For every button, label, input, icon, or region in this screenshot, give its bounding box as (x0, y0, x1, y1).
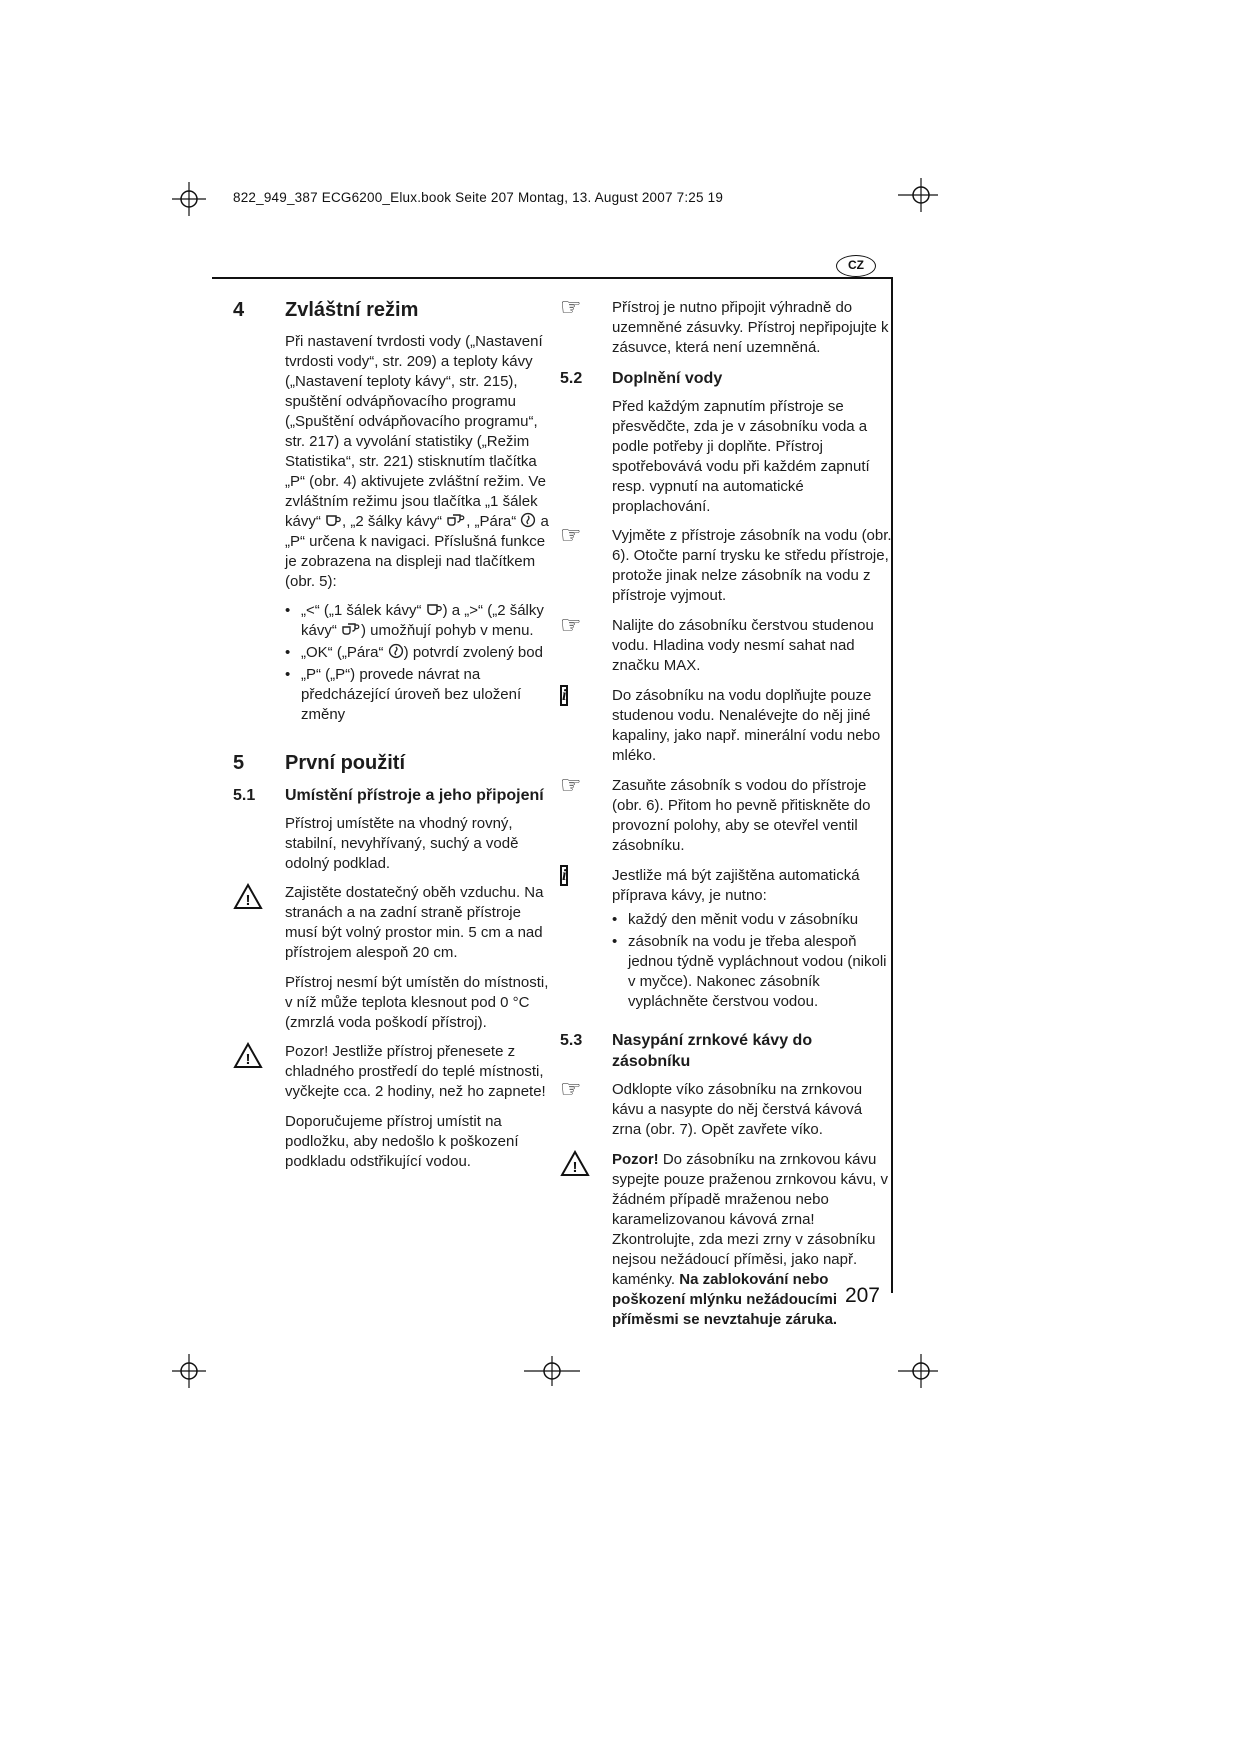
hand-marker (560, 772, 612, 856)
steam-icon (388, 643, 404, 659)
hand-note-text: Nalijte do zásobníku čerstvou studenou vodu. Hladina vody nesmí sahat nad značku MAX. (612, 617, 874, 674)
bullet-text (301, 601, 551, 641)
info-note-block (560, 686, 892, 766)
svg-text:!: ! (245, 892, 251, 909)
bullet-dot: • (612, 911, 618, 928)
pointing-hand-icon: ☞ (560, 522, 582, 549)
registration-mark-top-right (898, 178, 938, 212)
registration-mark-bottom-right (898, 1354, 938, 1388)
svg-text:!: ! (572, 1159, 578, 1176)
registration-mark-top-left (172, 182, 206, 216)
pointing-hand-icon: ☞ (560, 1076, 582, 1103)
warning-marker (233, 1042, 285, 1102)
section-5-1-paragraph-2: Přístroj nesmí být umístěn do místnosti, v níž může teplota klesnout pod 0 °C (zmrzlá voda poškodí přístroj). (285, 974, 549, 1031)
section-4-text-2: , „2 šálky kávy“ (342, 513, 447, 530)
info-marker (560, 866, 612, 906)
bullet-item (285, 601, 551, 641)
section-5-number: 5 (233, 752, 245, 774)
registration-mark-bottom-left (172, 1354, 206, 1388)
info-note-text: Jestliže má být zajištěna automatická příprava kávy, je nutno: (612, 867, 860, 904)
warning-triangle-icon (233, 883, 263, 910)
registration-mark-bottom-center (524, 1356, 580, 1386)
bullet-2-text-2: ) potvrdí zvolený bod (403, 644, 543, 661)
two-cups-icon (446, 513, 466, 528)
hand-marker (560, 1076, 612, 1140)
bullet-text (301, 643, 543, 663)
section-5-1-number: 5.1 (233, 787, 256, 804)
one-cup-icon (325, 514, 342, 528)
section-5-3-heading (560, 1030, 892, 1072)
section-5-2-title: Doplnění vody (612, 370, 723, 387)
info-note-block (560, 866, 892, 906)
section-5-2-paragraph: Před každým zapnutím přístroje se přesvědčte, zda je v zásobníku voda a podle potřeby ji doplňte. Přístroj spotřebovává vodu při každém zapnutí resp. vypnutí na automatické proplachování. (612, 398, 870, 515)
two-cups-icon (341, 622, 361, 637)
print-header: 822_949_387 ECG6200_Elux.book Seite 207 Montag, 13. August 2007 7:25 19 (233, 190, 724, 205)
section-4-heading (233, 298, 551, 322)
warning-block (233, 883, 551, 963)
bullet-1-text-1: „<“ („1 šálek kávy“ (301, 602, 426, 619)
section-4-number: 4 (233, 299, 245, 321)
bullet-dot: • (285, 666, 291, 683)
language-badge: CZ (836, 255, 876, 277)
section-4-title: Zvláštní režim (285, 299, 419, 321)
section-5-1-paragraph-3: Doporučujeme přístroj umístit na podložku, aby nedošlo k poškození podkladu odstřikující vodou. (285, 1113, 519, 1170)
svg-text:!: ! (245, 1051, 251, 1068)
bullet-dot: • (285, 602, 291, 619)
hand-note-block (560, 294, 892, 358)
section-4-text-3: , „Pára“ (466, 513, 521, 530)
info-icon: i (562, 867, 567, 884)
hand-marker (560, 294, 612, 358)
page-number: 207 (844, 1284, 880, 1307)
section-5-1-paragraph-1: Přístroj umístěte na vhodný rovný, stabilní, nevyhřívaný, suchý a vodě odolný podklad. (285, 815, 519, 872)
bullet-3-text: „P“ („P“) provede návrat na předcházející úroveň bez uložení změny (301, 666, 522, 723)
section-5-2-bullet-list (612, 910, 892, 1012)
steam-icon (520, 512, 536, 528)
one-cup-icon (426, 603, 443, 617)
warning-marker (233, 883, 285, 963)
warning-bold-tail: Na zablokování nebo poškození mlýnku nežádoucími příměsmi se nevztahuje záruka. (612, 1271, 838, 1328)
warning-triangle-icon (233, 1042, 263, 1069)
section-5-3-number: 5.3 (560, 1032, 583, 1049)
hand-note-text: Vyjměte z přístroje zásobník na vodu (obr. 6). Otočte parní trysku ke středu přístroje, protože jinak nelze zásobník na vodu z přístroje vyjmout. (612, 527, 892, 604)
section-4-paragraph (285, 332, 551, 592)
left-column (233, 298, 551, 1181)
hand-note-text: Odklopte víko zásobníku na zrnkovou kávu a nasypte do něj čerstvá kávová zrna (obr. 7). Opět zavřete víko. (612, 1081, 863, 1138)
warning-block (233, 1042, 551, 1102)
bullet-item (285, 665, 551, 725)
bullet-dot: • (285, 644, 291, 661)
section-4-text-4: a „P“ určena k navigaci. Příslušná funkce je zobrazena na displeji nad tlačítkem (obr. 5): (285, 513, 549, 590)
hand-note-block (560, 612, 892, 676)
bullet-item (612, 910, 892, 930)
pointing-hand-icon: ☞ (560, 772, 582, 799)
warning-text: Pozor! Jestliže přístroj přenesete z chladného prostředí do teplé místnosti, vyčkejte cca. 2 hodiny, než ho zapnete! (285, 1043, 546, 1100)
bullet-item (612, 932, 892, 1012)
section-5-2-number: 5.2 (560, 370, 583, 387)
hand-note-block (560, 522, 892, 606)
info-icon: i (562, 687, 567, 704)
bullet-item (285, 643, 551, 663)
warning-marker (560, 1150, 612, 1330)
warning-bold-lead: Pozor! (612, 1151, 659, 1168)
hand-note-block (560, 772, 892, 856)
section-5-heading (233, 751, 551, 775)
section-5-3-title: Nasypání zrnkové kávy do zásobníku (612, 1032, 813, 1070)
hand-note-block (560, 1076, 892, 1140)
section-5-title: První použití (285, 752, 405, 774)
hand-note-text: Přístroj je nutno připojit výhradně do uzemněné zásuvky. Přístroj nepřipojujte k zásuvce, která není uzemněná. (612, 299, 889, 356)
warning-triangle-icon (560, 1150, 590, 1177)
info-marker (560, 686, 612, 766)
section-4-text-1: Při nastavení tvrdosti vody („Nastavení tvrdosti vody“, str. 209) a teploty kávy („Nastavení teploty kávy“, str. 215), spuštění odvápňovacího programu („Spuštění odvápňovacího programu“, str. 217) a vyvolání statistiky („Režim Statistika“, str. 221) stisknutím tlačítka „P“ (obr. 4) aktivujete zvláštní režim. Ve zvláštním režimu jsou tlačítka „1 šálek kávy“ (285, 333, 546, 530)
bullet-2-text-1: „OK“ („Pára“ (301, 644, 388, 661)
bullet-1-text-2: ) a „>“ („2 šálky kávy“ (301, 602, 544, 639)
bullet-dot: • (612, 933, 618, 950)
pointing-hand-icon: ☞ (560, 294, 582, 321)
info-note-text: Do zásobníku na vodu doplňujte pouze studenou vodu. Nenalévejte do něj jiné kapaliny, jako např. minerální vodu nebo mléko. (612, 687, 881, 764)
section-5-1-heading (233, 785, 551, 806)
warning-text: Zajistěte dostatečný oběh vzduchu. Na stranách a na zadní straně přístroje musí být volný prostor min. 5 cm a nad přístrojem alespoň 20 cm. (285, 884, 544, 961)
hand-marker (560, 522, 612, 606)
warning-body: Do zásobníku na zrnkovou kávu sypejte pouze praženou zrnkovou kávu, v žádném případě mraženou nebo karamelizovanou kávová zrna! Zkontrolujte, zda mezi zrny v zásobníku nejsou nežádoucí příměsi, jako např. kaménky. (612, 1151, 888, 1288)
top-rule (212, 277, 893, 279)
bullet-1-text-3: ) umožňují pohyb v menu. (361, 622, 534, 639)
right-column (560, 294, 892, 1340)
section-5-1-title: Umístění přístroje a jeho připojení (285, 787, 544, 804)
bullet-text: každý den měnit vodu v zásobníku (628, 911, 859, 928)
bullet-text: zásobník na vodu je třeba alespoň jednou týdně vypláchnout vodou (nikoli v myčce). Nakonec zásobník vypláchněte čerstvou vodou. (628, 933, 887, 1010)
section-5-2-heading (560, 368, 892, 389)
section-4-bullet-list (285, 601, 551, 725)
hand-marker (560, 612, 612, 676)
hand-note-text: Zasuňte zásobník s vodou do přístroje (obr. 6). Přitom ho pevně přitiskněte do provozní polohy, aby se otevřel ventil zásobníku. (612, 777, 871, 854)
pointing-hand-icon: ☞ (560, 612, 582, 639)
